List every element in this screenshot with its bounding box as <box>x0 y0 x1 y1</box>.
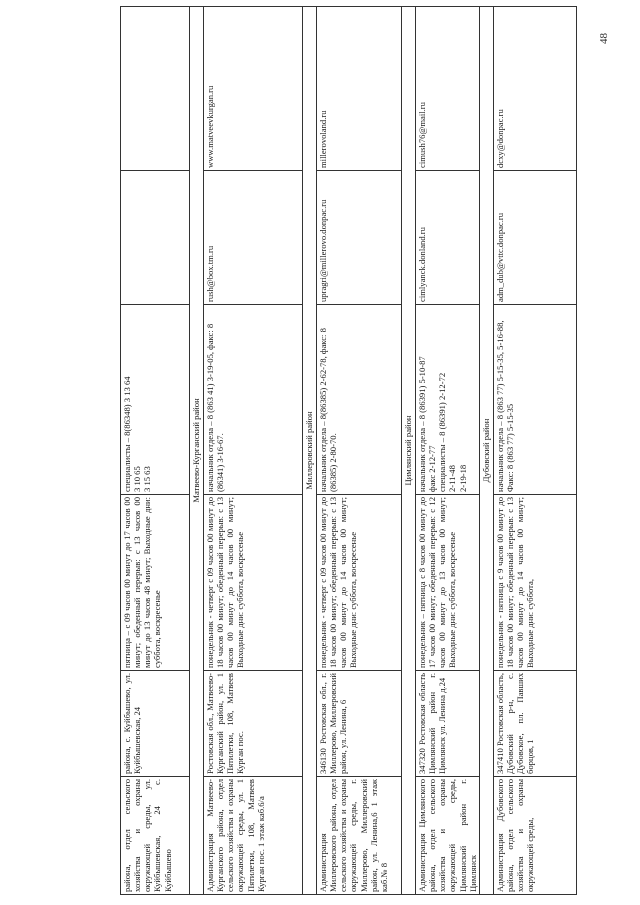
region-heading: Миллеровский район <box>303 7 317 895</box>
region-row <box>303 7 317 895</box>
org-cell: района, отдел сельского хозяйства и охраны окружающей среды, ул. Куйбышевская, 24 с. Куйбышево <box>121 777 190 895</box>
address-cell: района, с. Куйбышево, ул. Куйбышевская, 24 <box>121 671 190 777</box>
address-cell: 346130 Ростовская обл., г. Миллерово, Миллеровский район, ул. Ленина, 6 <box>317 671 402 777</box>
email-cell: cimlyanck.donland.ru <box>416 171 480 305</box>
org-cell: Администрация Матвеево-Курганского района, отдел сельского хозяйства и охраны окружающей среды, ул. 1 Пятилетки, 108, Матвеев Курган пос. 1 этаж каб.6/а <box>204 777 303 895</box>
schedule-cell: понедельник - четверг с 09 часов 00 минут до 18 часов 00 минут; обеденный перерыв: с 13 часов 00 минут до 14 часов 00 минут; Выходные дни: суббота, воскресенье <box>204 495 303 671</box>
rotated-table-page <box>120 7 613 895</box>
email-cell: rush@box.tm.ru <box>204 171 303 305</box>
page-number: 48 <box>598 33 610 44</box>
phones-cell: начальник отдела – 8 (863 77) 5-15-35, 5-16-88, Факс: 8 (863 77) 5-15-35 <box>493 305 576 495</box>
email-cell: upragri@millerovo.donpac.ru <box>317 171 402 305</box>
region-row <box>402 7 416 895</box>
table-row <box>121 7 190 895</box>
schedule-cell: пятница – с 09 часов 00 минут до 17 часов 00 минут; обеденный перерыв: с 13 часов 00 минут до 13 часов 48 минут; Выходные дни: суббота, воскресенье <box>121 495 190 671</box>
region-row <box>479 7 493 895</box>
site-cell: millerovoland.ru <box>317 7 402 171</box>
org-cell: Администрация Миллеровского района, отдел сельского хозяйства и охраны окружающей среды, г. Миллерово, Миллеровский район, ул. Ленина,6 1 этаж каб.№ 8 <box>317 777 402 895</box>
site-cell <box>121 7 190 171</box>
address-cell: 347320 Ростовская область Цимлянский район г. Цимлянск ул. Ленина д.24 <box>416 671 480 777</box>
region-row <box>190 7 204 895</box>
region-heading: Матвеево-Курганский район <box>190 7 204 895</box>
schedule-cell: понедельник – пятница с 8 часов 00 минут до 17 часов 00 минут; обеденный перерыв: с 12 часов 00 минут до 13 часов 00 минут; Выходные дни: суббота, воскресенье <box>416 495 480 671</box>
schedule-cell: понедельник - пятница с 9 часов 00 минут до 18 часов 00 минут; обеденный перерыв: с 13 часов 00 минут до 14 часов 00 минут; Выходные дни: суббота, <box>493 495 576 671</box>
phones-cell: начальник отдела – 8 (86391) 5-10-87 факс 2-12-77 специалисты – 8 (86391) 2-12-72 2-11-48 2-19-18 <box>416 305 480 495</box>
table-row <box>416 7 480 895</box>
site-cell: dcxy@donpac.ru <box>493 7 576 171</box>
agency-contacts-table <box>120 6 577 895</box>
region-heading: Дубовский район <box>479 7 493 895</box>
region-heading: Цимлянский район <box>402 7 416 895</box>
email-cell: adm_dub@vttc.donpac.ru <box>493 171 576 305</box>
address-cell: 347410 Ростовская область, Дубовский р-н, с. Дубовское, пл. Павших борцов, 1 <box>493 671 576 777</box>
table-row <box>317 7 402 895</box>
site-cell: cimush76@mail.ru <box>416 7 480 171</box>
org-cell: Администрация Цимлянского района, отдел сельского хозяйства и охраны окружающей среды, Цимлянский район г. Цимлянск <box>416 777 480 895</box>
email-cell <box>121 171 190 305</box>
phones-cell: специалисты – 8(86348) 3 13 64 3 10 65 3 15 63 <box>121 305 190 495</box>
schedule-cell: понедельник - четверг с 09 часов 00 минут до 18 часов 00 минут; обеденный перерыв: с 13 часов 00 минут до 14 часов 00 минут; Выходные дни: суббота, воскресенье <box>317 495 402 671</box>
address-cell: Ростовская обл., Матвеево-Курганский район, ул. 1 Пятилетки, 108, Матвеев Курган пос. <box>204 671 303 777</box>
site-cell: www.matveevkurgan.ru <box>204 7 303 171</box>
phones-cell: начальник отдела – 8(86385) 2-62-78, факс: 8 (86385) 2-80-70. <box>317 305 402 495</box>
org-cell: Администрация Дубовского района, отдел сельского хозяйства и охраны окружающей среды, <box>493 777 576 895</box>
table-row <box>493 7 576 895</box>
phones-cell: начальник отдела – 8 (863 41) 3-19-05, факс: 8 (86341) 3-16-67. <box>204 305 303 495</box>
table-row <box>204 7 303 895</box>
